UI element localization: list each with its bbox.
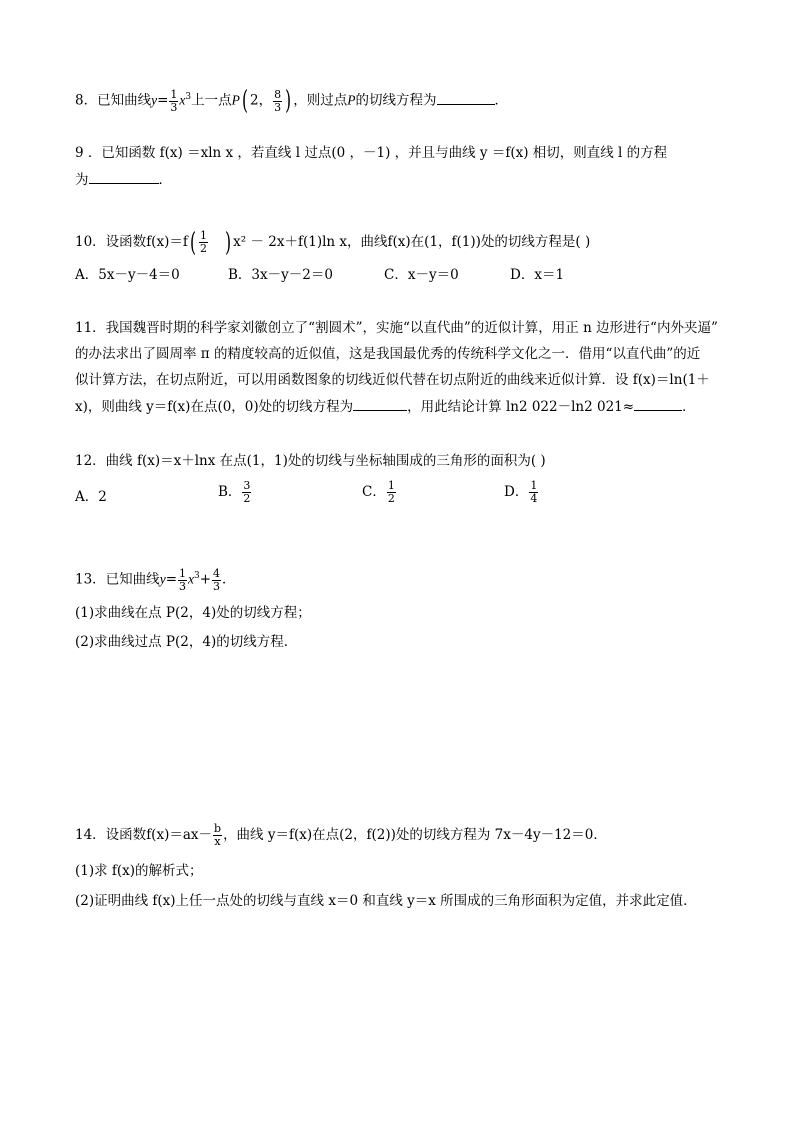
question-10: 10．设函数f(x)＝f( $\frac{1}{2}$ ) x² － 2x＋f(1)ln x，曲线f(x)在(1，f(1))处的切线方程是( ) [75,227,591,258]
q12-option-b[interactable]: B． $\frac{3}{2}$ [218,479,251,505]
question-12: 12．曲线 f(x)＝x＋lnx 在点(1，1)处的切线与坐标轴围成的三角形的面积为( ) [75,453,546,469]
q10-option-b[interactable]: B．3x－y－2＝0 [228,267,333,283]
question-11-line-1: 11．我国魏晋时期的科学家刘徽创立了“割圆术”，实施“以直代曲”的近似计算，用正 n 边形进行“内外夹逼” [75,320,718,336]
q12-option-a[interactable]: A．2 [75,489,107,505]
answer-blank[interactable] [634,398,682,411]
q10-option-d[interactable]: D．x＝1 [510,267,565,283]
question-9-line-2: 为 ． [75,172,172,188]
question-13-part-2: (2)求曲线过点 P(2，4)的切线方程． [75,634,298,650]
question-9-line-1: 9 ．已知函数 f(x) ＝xln x ，若直线 l 过点(0 ，－1) ，并且与曲线 y ＝f(x) 相切，则直线 l 的方程 [75,145,668,161]
question-11-line-2: 的办法求出了圆周率 π 的精度较高的近似值，这是我国最优秀的传统科学文化之一．借用“以直代曲”的近 [75,346,701,362]
question-14-part-1: (1)求 f(x)的解析式； [75,863,203,879]
q12-option-d[interactable]: D． $\frac{1}{4}$ [504,479,538,505]
question-11-line-3: 似计算方法，在切点附近，可以用函数图象的切线近似代替在切点附近的曲线来近似计算．设 f(x)＝ln(1＋ [75,372,710,388]
q10-option-a[interactable]: A．5x－y－4＝0 [75,267,180,283]
answer-blank[interactable] [89,171,159,184]
question-11-line-4: x)，则曲线 y＝f(x)在点(0，0)处的切线方程为 ，用此结论计算 ln2 022－ln2 021≈ ． [75,399,696,415]
answer-blank[interactable] [437,92,495,105]
question-13-part-1: (1)求曲线在点 P(2，4)处的切线方程； [75,605,311,621]
question-14-part-2: (2)证明曲线 f(x)上任一点处的切线与直线 x＝0 和直线 y＝x 所围成的三角形面积为定值，并求此定值． [75,893,697,909]
question-13: 13．已知曲线y= $\frac{1}{3}$ $x^3+$ $\frac{4}{3}$ ． [75,566,236,593]
fraction-8-3: $\frac{8}{3}$ [274,87,282,114]
q12-option-c[interactable]: C． $\frac{1}{2}$ [362,479,395,505]
fraction-1-3: $\frac{1}{3}$ [170,87,178,114]
question-8: 8．已知曲线y= $\frac{1}{3}$ $x^3$上一点P( 2， $\frac{8}{3}$ ) ，则过点P的切线方程为 ． [75,86,509,116]
fraction-1-2: $\frac{1}{2}$ [200,229,207,255]
question-14: 14．设函数f(x)＝ax－ $\frac{b}{x}$ ，曲线 y＝f(x)在点(2，f(2))处的切线方程为 7x－4y－12＝0． [75,822,607,848]
q10-option-c[interactable]: C．x－y＝0 [384,267,459,283]
answer-blank[interactable] [353,398,407,411]
